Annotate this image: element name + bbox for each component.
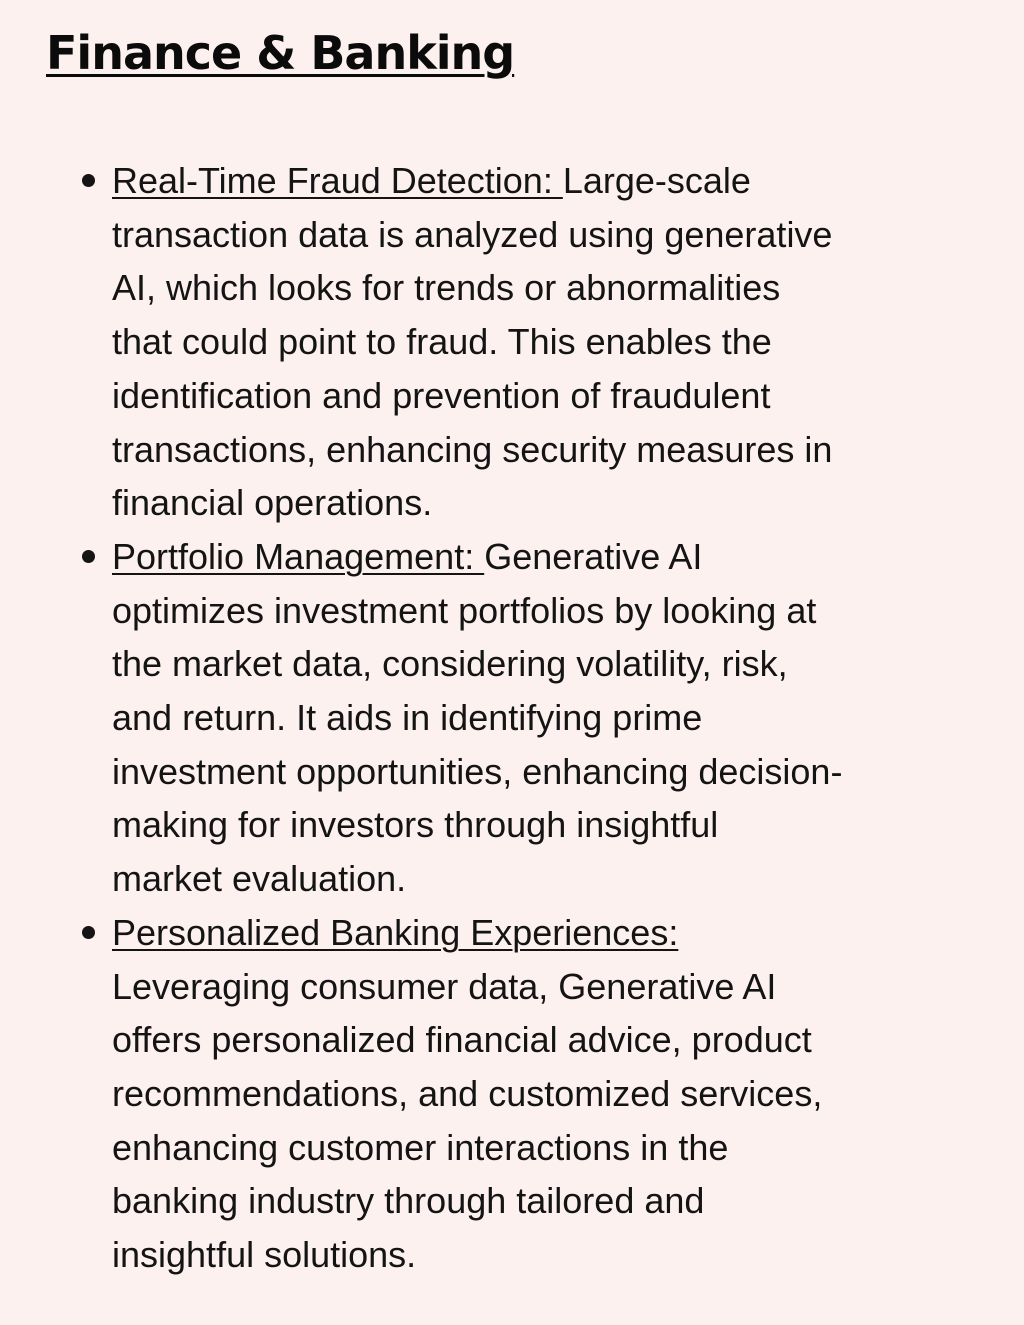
item-term: Real-Time Fraud Detection: [112,160,563,201]
item-text-line: financial operations. [112,482,433,524]
item-text-line: and return. It aids in identifying prime [112,697,703,739]
item-text-line: identification and prevention of fraudulent [112,374,771,416]
item-term: Personalized Banking Experiences: [112,911,679,953]
item-text-line: Leveraging consumer data, Generative AI [112,965,777,1007]
item-text-line: investment opportunities, enhancing decision- [112,750,843,792]
item-first-line-text: Generative AI [484,535,703,577]
item-first-line-text: Large-scale [562,160,751,201]
item-text-line: making for investors through insightful [112,804,719,846]
item-text-line: AI, which looks for trends or abnormalities [112,267,781,309]
item-text-line: offers personalized financial advice, product [112,1019,812,1061]
item-text-line: transactions, enhancing security measures in [112,428,833,470]
list-item-portfolio-management [80,530,980,906]
list-item-personalized-banking [80,906,980,1282]
item-text-line: market evaluation. [112,858,407,900]
item-text-line: optimizes investment portfolios by looking at [112,589,817,631]
item-first-line [112,906,980,960]
item-text-line: banking industry through tailored and [112,1180,705,1222]
bullet-icon [82,174,95,187]
bullet-list [80,154,980,1282]
item-first-line [112,154,980,208]
item-first-line [112,530,980,584]
list-item-fraud-detection [80,154,980,530]
item-text-line: the market data, considering volatility, risk, [112,643,788,685]
bullet-icon [82,926,95,939]
item-term: Portfolio Management: [112,535,485,577]
bullet-icon [82,550,95,563]
page-title: Finance & Banking [46,26,515,80]
item-text-line: transaction data is analyzed using generative [112,213,833,255]
item-text-line: recommendations, and customized services, [112,1072,823,1114]
item-text-line: insightful solutions. [112,1234,417,1276]
item-text-line: enhancing customer interactions in the [112,1126,729,1168]
item-text-line: that could point to fraud. This enables the [112,321,772,363]
